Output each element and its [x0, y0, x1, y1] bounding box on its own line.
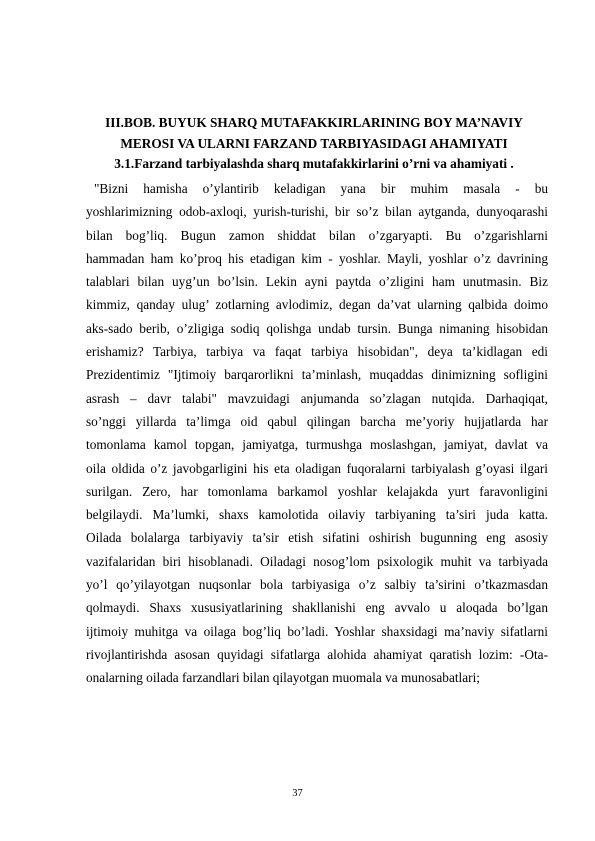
- text-line: "Bizni hamisha o’ylantirib keladigan yana bir muhim masala - bu: [94, 181, 548, 196]
- chapter-title-line-2: MEROSI VA ULARNI FARZAND TARBIYASIDAGI AHAMIYATI: [120, 136, 508, 151]
- text-line: so’nggi yillarda ta’limga oid qabul qilingan barcha me’yoriy hujjatlarda har: [86, 413, 548, 429]
- text-line: yo’l qo’yilayotgan nuqsonlar bola tarbiyasiga o’z salbiy ta’sirini o’tkazmasdan: [86, 577, 548, 593]
- text-line: bilan bog’liq. Bugun zamon shiddat bilan o’zgaryapti. Bu o’zgarishlarni: [86, 227, 548, 243]
- text-line: Oilada bolalarga tarbiyaviy ta’sir etish sifatini oshirish bugunning eng asosiy: [86, 530, 548, 546]
- body-paragraph: [86, 177, 548, 690]
- text-line: asrash – davr talabi" mavzuidagi anjumanda so’zlagan nutqida. Darhaqiqat,: [86, 390, 548, 406]
- section-title: 3.1.Farzand tarbiyalashda sharq mutafakkirlarini o’rni va ahamiyati .: [114, 156, 514, 171]
- text-line: yoshlarimizning odob-axloqi, yurish-turishi, bir so’z bilan aytganda, dunyoqarashi: [86, 204, 548, 220]
- text-line: oila oldida o’z javobgarligini his eta oladigan fuqoralarni tarbiyalash g’oyasi ilgari: [86, 460, 548, 476]
- text-line: onalarning oilada farzandlari bilan qilayotgan muomala va munosabatlari;: [86, 670, 480, 686]
- text-line: aks-sado berib, o’zligiga sodiq qolishga undab tursin. Bunga nimaning hisobidan: [86, 320, 548, 336]
- text-line: hammadan ham ko’proq his etadigan kim - yoshlar. Mayli, yoshlar o’z davrining: [86, 250, 548, 266]
- page-number: 37: [292, 788, 303, 799]
- text-line: tomonlama kamol topgan, jamiyatga, turmushga moslashgan, jamiyat, davlat va: [86, 437, 548, 453]
- text-line: surilgan. Zero, har tomonlama barkamol yoshlar kelajakda yurt faravonligini: [86, 483, 548, 499]
- text-line: erishamiz? Tarbiya, tarbiya va faqat tarbiya hisobidan", deya ta’kidlagan edi: [86, 344, 548, 360]
- text-line: vazifalaridan biri hisoblanadi. Oiladagi nosog’lom psixologik muhit va tarbiyada: [86, 553, 548, 569]
- chapter-title-line-1: III.BOB. BUYUK SHARQ MUTAFAKKIRLARINING BOY MA’NAVIY: [105, 115, 523, 130]
- text-line: Prezidentimiz "Ijtimoiy barqarorlikni ta’minlash, muqaddas dinimizning sofligini: [86, 367, 548, 383]
- text-line: belgilaydi. Ma’lumki, shaxs kamolotida oilaviy tarbiyaning ta’siri juda katta.: [86, 507, 548, 523]
- text-line: ijtimoiy muhitga va oilaga bog’liq bo’ladi. Yoshlar shaxsidagi ma’naviy sifatlarni: [86, 623, 548, 639]
- text-line: rivojlantirishda asosan quyidagi sifatlarga alohida ahamiyat qaratish lozim: -Ota-: [86, 646, 548, 662]
- text-line: kimmiz, qanday ulug’ zotlarning avlodimiz, degan da’vat ularning qalbida doimo: [86, 297, 548, 313]
- text-line: qolmaydi. Shaxs xususiyatlarining shakllanishi eng avvalo u aloqada bo’lgan: [86, 600, 548, 616]
- text-line: talablari bilan uyg’un bo’lsin. Lekin ayni paytda o’zligini ham unutmasin. Biz: [86, 274, 548, 290]
